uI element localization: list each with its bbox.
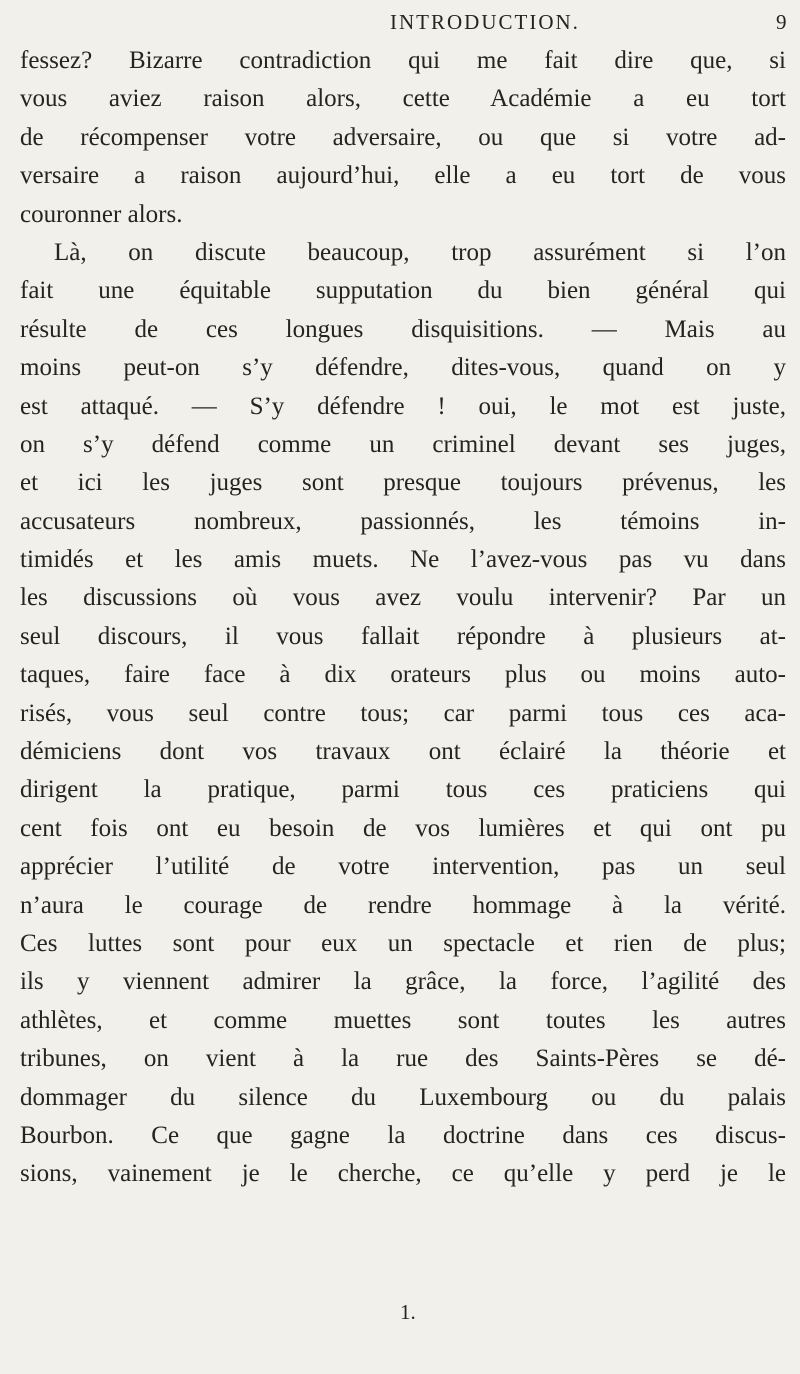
text-line: dommager du silence du Luxembourg ou du palais bbox=[20, 1083, 786, 1111]
text-line: Ces luttes sont pour eux un spectacle et rien de plus; bbox=[20, 929, 786, 957]
text-line: n’aura le courage de rendre hommage à la vérité. bbox=[20, 891, 786, 919]
text-line: apprécier l’utilité de votre intervention, pas un seul bbox=[20, 853, 786, 881]
text-line: fait une équitable supputation du bien général qui bbox=[20, 277, 786, 305]
text-line: tribunes, on vient à la rue des Saints-Pères se dé- bbox=[20, 1045, 786, 1073]
text-line: est attaqué. — S’y défendre ! oui, le mot est juste, bbox=[20, 392, 786, 420]
text-line: couronner alors. bbox=[20, 200, 183, 228]
text-line: versaire a raison aujourd’hui, elle a eu tort de vous bbox=[20, 162, 786, 190]
text-line: résulte de ces longues disquisitions. — Mais au bbox=[20, 315, 786, 343]
text-line: sions, vainement je le cherche, ce qu’elle y perd je le bbox=[20, 1160, 786, 1188]
text-line: les discussions où vous avez voulu intervenir? Par un bbox=[20, 584, 786, 612]
page-number: 9 bbox=[776, 10, 787, 34]
body-text bbox=[20, 42, 786, 1194]
text-line: risés, vous seul contre tous; car parmi tous ces aca- bbox=[20, 699, 786, 727]
text-line: on s’y défend comme un criminel devant ses juges, bbox=[20, 430, 786, 458]
running-head bbox=[0, 6, 800, 38]
text-line: athlètes, et comme muettes sont toutes les autres bbox=[20, 1006, 786, 1034]
text-line: Là, on discute beaucoup, trop assurément si l’on bbox=[54, 238, 786, 266]
text-line: timidés et les amis muets. Ne l’avez-vous pas vu dans bbox=[20, 546, 786, 574]
text-line: ils y viennent admirer la grâce, la force, l’agilité des bbox=[20, 968, 786, 996]
text-line: cent fois ont eu besoin de vos lumières et qui ont pu bbox=[20, 814, 786, 842]
text-line: seul discours, il vous fallait répondre à plusieurs at- bbox=[20, 622, 786, 650]
text-line: dirigent la pratique, parmi tous ces praticiens qui bbox=[20, 776, 786, 804]
text-line: et ici les juges sont presque toujours prévenus, les bbox=[20, 469, 786, 497]
text-line: vous aviez raison alors, cette Académie a eu tort bbox=[20, 85, 786, 113]
running-title: INTRODUCTION. bbox=[390, 10, 580, 34]
text-line: Bourbon. Ce que gagne la doctrine dans ces discus- bbox=[20, 1121, 786, 1149]
text-line: fessez? Bizarre contradiction qui me fait dire que, si bbox=[20, 47, 786, 74]
text-line: moins peut-on s’y défendre, dites-vous, quand on y bbox=[20, 354, 786, 382]
text-line: accusateurs nombreux, passionnés, les témoins in- bbox=[20, 507, 786, 535]
text-line: de récompenser votre adversaire, ou que si votre ad- bbox=[20, 123, 786, 151]
signature-mark: 1. bbox=[400, 1300, 416, 1324]
text-line: taques, faire face à dix orateurs plus ou moins auto- bbox=[20, 661, 786, 689]
text-line: démiciens dont vos travaux ont éclairé la théorie et bbox=[20, 738, 786, 766]
